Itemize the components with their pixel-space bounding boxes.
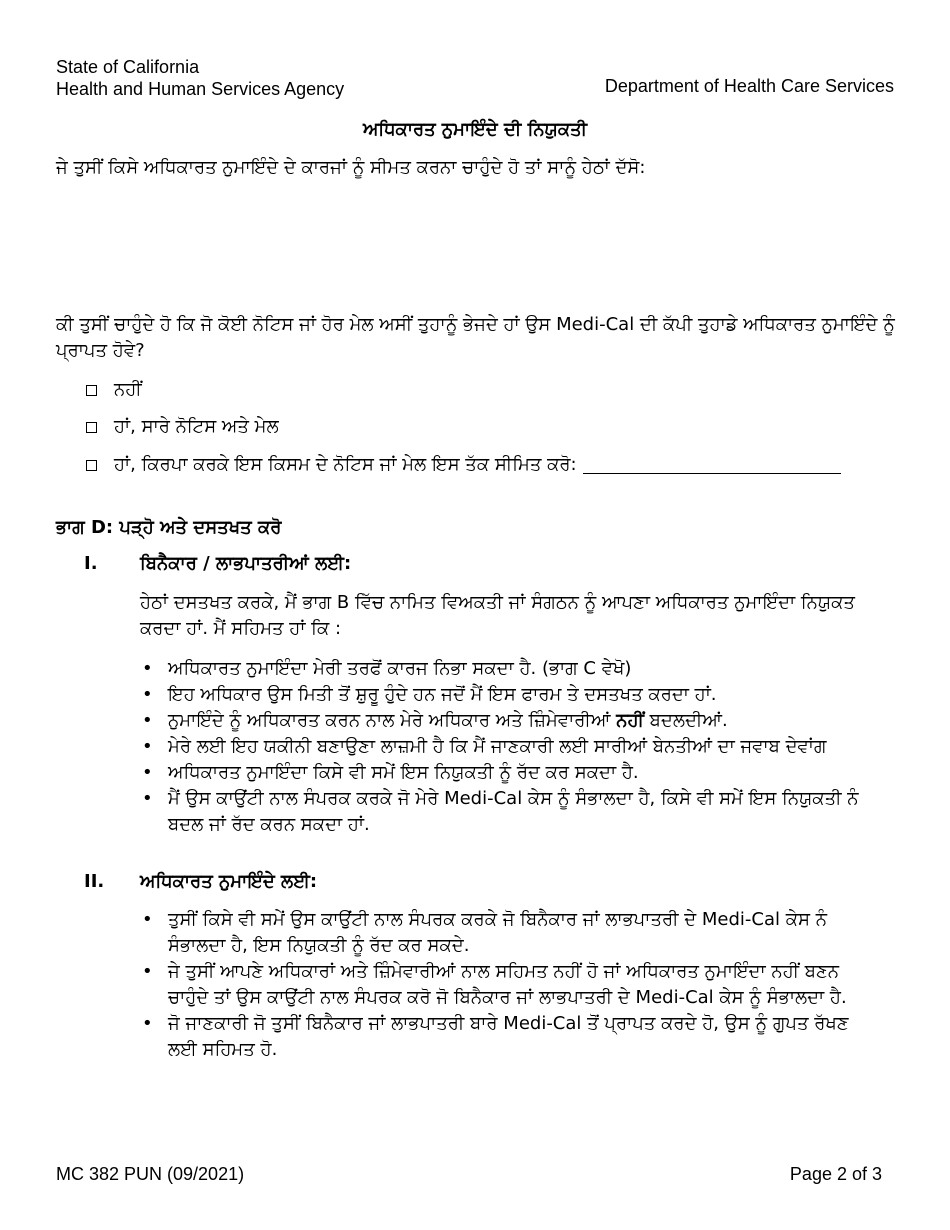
page-title: ਅਧਿਕਾਰਤ ਨੁਮਾਇੰਦੇ ਦੀ ਨਿਯੁਕਤੀ: [362, 119, 588, 140]
section-2-bullets: [140, 907, 880, 1063]
section-1-intro: ਹੇਠਾਂ ਦਸਤਖਤ ਕਰਕੇ, ਮੈਂ ਭਾਗ B ਵਿੱਚ ਨਾਮਿਤ ਵਿਅਕਤੀ ਜਾਂ ਸੰਗਠਨ ਨੂੰ ਆਪਣਾ ਅਧਿਕਾਰਤ ਨੁਮਾਇੰਦਾ ਨਿਯੁਕਤ ਕਰਦਾ ਹਾਂ. ਮੈਂ ਸਹਿਮਤ ਹਾਂ ਕਿ :: [140, 592, 855, 639]
section-1-numeral: I.: [84, 553, 98, 574]
page-number: Page 2 of 3: [789, 1164, 882, 1184]
state-name: State of California: [56, 57, 200, 77]
option-limit[interactable]: [86, 453, 841, 477]
checkbox-limit[interactable]: [86, 460, 97, 471]
part-d-heading: ਭਾਗ D: ਪੜ੍ਹੋ ਅਤੇ ਦਸਤਖਤ ਕਰੋ: [56, 517, 282, 538]
checkbox-all[interactable]: [86, 422, 97, 433]
bullet-text: ਬਦਲਦੀਆਂ.: [649, 710, 728, 731]
bullet-emphasis: ਨਹੀਂ: [616, 710, 644, 731]
list-item: • ਮੈਂ ਉਸ ਕਾਉਂਟੀ ਨਾਲ ਸੰਪਰਕ ਕਰਕੇ ਜੋ ਮੇਰੇ Medi-Cal ਕੇਸ ਨੂੰ ਸੰਭਾਲਦਾ ਹੈ, ਕਿਸੇ ਵੀ ਸਮੇਂ ਇਸ ਨਿਯੁਕਤੀ ਨੰ ਬਦਲ ਜਾਂ ਰੱਦ ਕਰਨ ਸਕਦਾ ਹਾਂ.: [140, 786, 880, 838]
list-item: • ਅਧਿਕਾਰਤ ਨੁਮਾਇੰਦਾ ਕਿਸੇ ਵੀ ਸਮੇਂ ਇਸ ਨਿਯੁਕਤੀ ਨੂੰ ਰੱਦ ਕਰ ਸਕਦਾ ਹੈ.: [140, 760, 880, 786]
form-id: MC 382 PUN (09/2021): [56, 1164, 245, 1184]
option-no[interactable]: [86, 378, 142, 402]
header-left: [56, 56, 344, 100]
list-item: • ਇਹ ਅਧਿਕਾਰ ਉਸ ਮਿਤੀ ਤੋਂ ਸ਼ੁਰੂ ਹੁੰਦੇ ਹਨ ਜਦੋਂ ਮੈਂ ਇਸ ਫਾਰਮ ਤੇ ਦਸਤਖਤ ਕਰਦਾ ਹਾਂ.: [140, 682, 880, 708]
list-item: • ਜੇ ਤੁਸੀਂ ਆਪਣੇ ਅਧਿਕਾਰਾਂ ਅਤੇ ਜ਼ਿੰਮੇਵਾਰੀਆਂ ਨਾਲ ਸਹਿਮਤ ਨਹੀਂ ਹੋ ਜਾਂ ਅਧਿਕਾਰਤ ਨੁਮਾਇੰਦਾ ਨਹੀਂ ਬਣਨ ਚਾਹੁੰਦੇ ਤਾਂ ਉਸ ਕਾਉਂਟੀ ਨਾਲ ਸੰਪਰਕ ਕਰੋ ਜੋ ਬਿਨੈਕਾਰ ਜਾਂ ਲਾਭਪਾਤਰੀ ਦੇ Medi-Cal ਕੇਸ ਨੂੰ ਸੰਭਾਲਦਾ ਹੈ.: [140, 959, 880, 1011]
section-2-numeral: II.: [84, 871, 105, 892]
limit-input-line[interactable]: [583, 457, 841, 474]
option-all-label: ਹਾਂ, ਸਾਰੇ ਨੋਟਿਸ ਅਤੇ ਮੇਲ: [114, 416, 279, 437]
section-1-bullets: [140, 656, 880, 838]
option-limit-label: ਹਾਂ, ਕਿਰਪਾ ਕਰਕੇ ਇਸ ਕਿਸਮ ਦੇ ਨੋਟਿਸ ਜਾਂ ਮੇਲ ਇਸ ਤੱਕ ਸੀਮਿਤ ਕਰੋ:: [114, 454, 577, 475]
list-item: • ਜੋ ਜਾਣਕਾਰੀ ਜੋ ਤੁਸੀਂ ਬਿਨੈਕਾਰ ਜਾਂ ਲਾਭਪਾਤਰੀ ਬਾਰੇ Medi-Cal ਤੋਂ ਪ੍ਰਾਪਤ ਕਰਦੇ ਹੋ, ਉਸ ਨੂੰ ਗੁਪਤ ਰੱਖਣ ਲਈ ਸਹਿਮਤ ਹੋ.: [140, 1011, 880, 1063]
list-item: • ਅਧਿਕਾਰਤ ਨੁਮਾਇੰਦਾ ਮੇਰੀ ਤਰਫੋਂ ਕਾਰਜ ਨਿਭਾ ਸਕਦਾ ਹੈ. (ਭਾਗ C ਵੇਖੋ): [140, 656, 880, 682]
section-2-title: ਅਧਿਕਾਰਤ ਨੁਮਾਇੰਦੇ ਲਈ:: [140, 871, 318, 892]
list-item: [140, 708, 880, 734]
notice-question: ਕੀ ਤੁਸੀਂ ਚਾਹੁੰਦੇ ਹੋ ਕਿ ਜੋ ਕੋਈ ਨੋਟਿਸ ਜਾਂ ਹੋਰ ਮੇਲ ਅਸੀਂ ਤੁਹਾਨੂੰ ਭੇਜਦੇ ਹਾਂ ਉਸ Medi-Cal ਦੀ ਕੱਪੀ ਤੁਹਾਡੇ ਅਧਿਕਾਰਤ ਨੁਮਾਇੰਦੇ ਨੂੰ ਪ੍ਰਾਪਤ ਹੋਵੇ?: [56, 314, 895, 361]
list-item: • ਮੇਰੇ ਲਈ ਇਹ ਯਕੀਨੀ ਬਣਾਉਣਾ ਲਾਜ਼ਮੀ ਹੈ ਕਿ ਮੈਂ ਜਾਣਕਾਰੀ ਲਈ ਸਾਰੀਆਂ ਬੇਨਤੀਆਂ ਦਾ ਜਵਾਬ ਦੇਵਾਂਗ: [140, 734, 880, 760]
agency-name: Health and Human Services Agency: [56, 79, 345, 99]
list-item: • ਤੁਸੀਂ ਕਿਸੇ ਵੀ ਸਮੇਂ ਉਸ ਕਾਉਂਟੀ ਨਾਲ ਸੰਪਰਕ ਕਰਕੇ ਜੋ ਬਿਨੈਕਾਰ ਜਾਂ ਲਾਭਪਾਤਰੀ ਦੇ Medi-Cal ਕੇਸ ਨੰ ਸੰਭਾਲਦਾ ਹੈ, ਇਸ ਨਿਯੁਕਤੀ ਨੂੰ ਰੱਦ ਕਰ ਸਕਦੇ.: [140, 907, 880, 959]
checkbox-no[interactable]: [86, 385, 97, 396]
section-1-title: ਬਿਨੈਕਾਰ / ਲਾਭਪਾਤਰੀਆਂ ਲਈ:: [140, 553, 352, 574]
option-all[interactable]: [86, 415, 279, 439]
limit-prompt: ਜੇ ਤੁਸੀਂ ਕਿਸੇ ਅਧਿਕਾਰਤ ਨੁਮਾਇੰਦੇ ਦੇ ਕਾਰਜਾਂ ਨੂੰ ਸੀਮਤ ਕਰਨਾ ਚਾਹੁੰਦੇ ਹੋ ਤਾਂ ਸਾਨੂੰ ਹੇਠਾਂ ਦੱਸੋ:: [56, 157, 646, 178]
department-name: Department of Health Care Services: [604, 76, 894, 96]
option-no-label: ਨਹੀਂ: [114, 379, 142, 400]
bullet-text: ਨੁਮਾਇੰਦੇ ਨੂੰ ਅਧਿਕਾਰਤ ਕਰਨ ਨਾਲ ਮੇਰੇ ਅਧਿਕਾਰ ਅਤੇ ਜ਼ਿੰਮੇਵਾਰੀਆਂ: [168, 710, 611, 731]
